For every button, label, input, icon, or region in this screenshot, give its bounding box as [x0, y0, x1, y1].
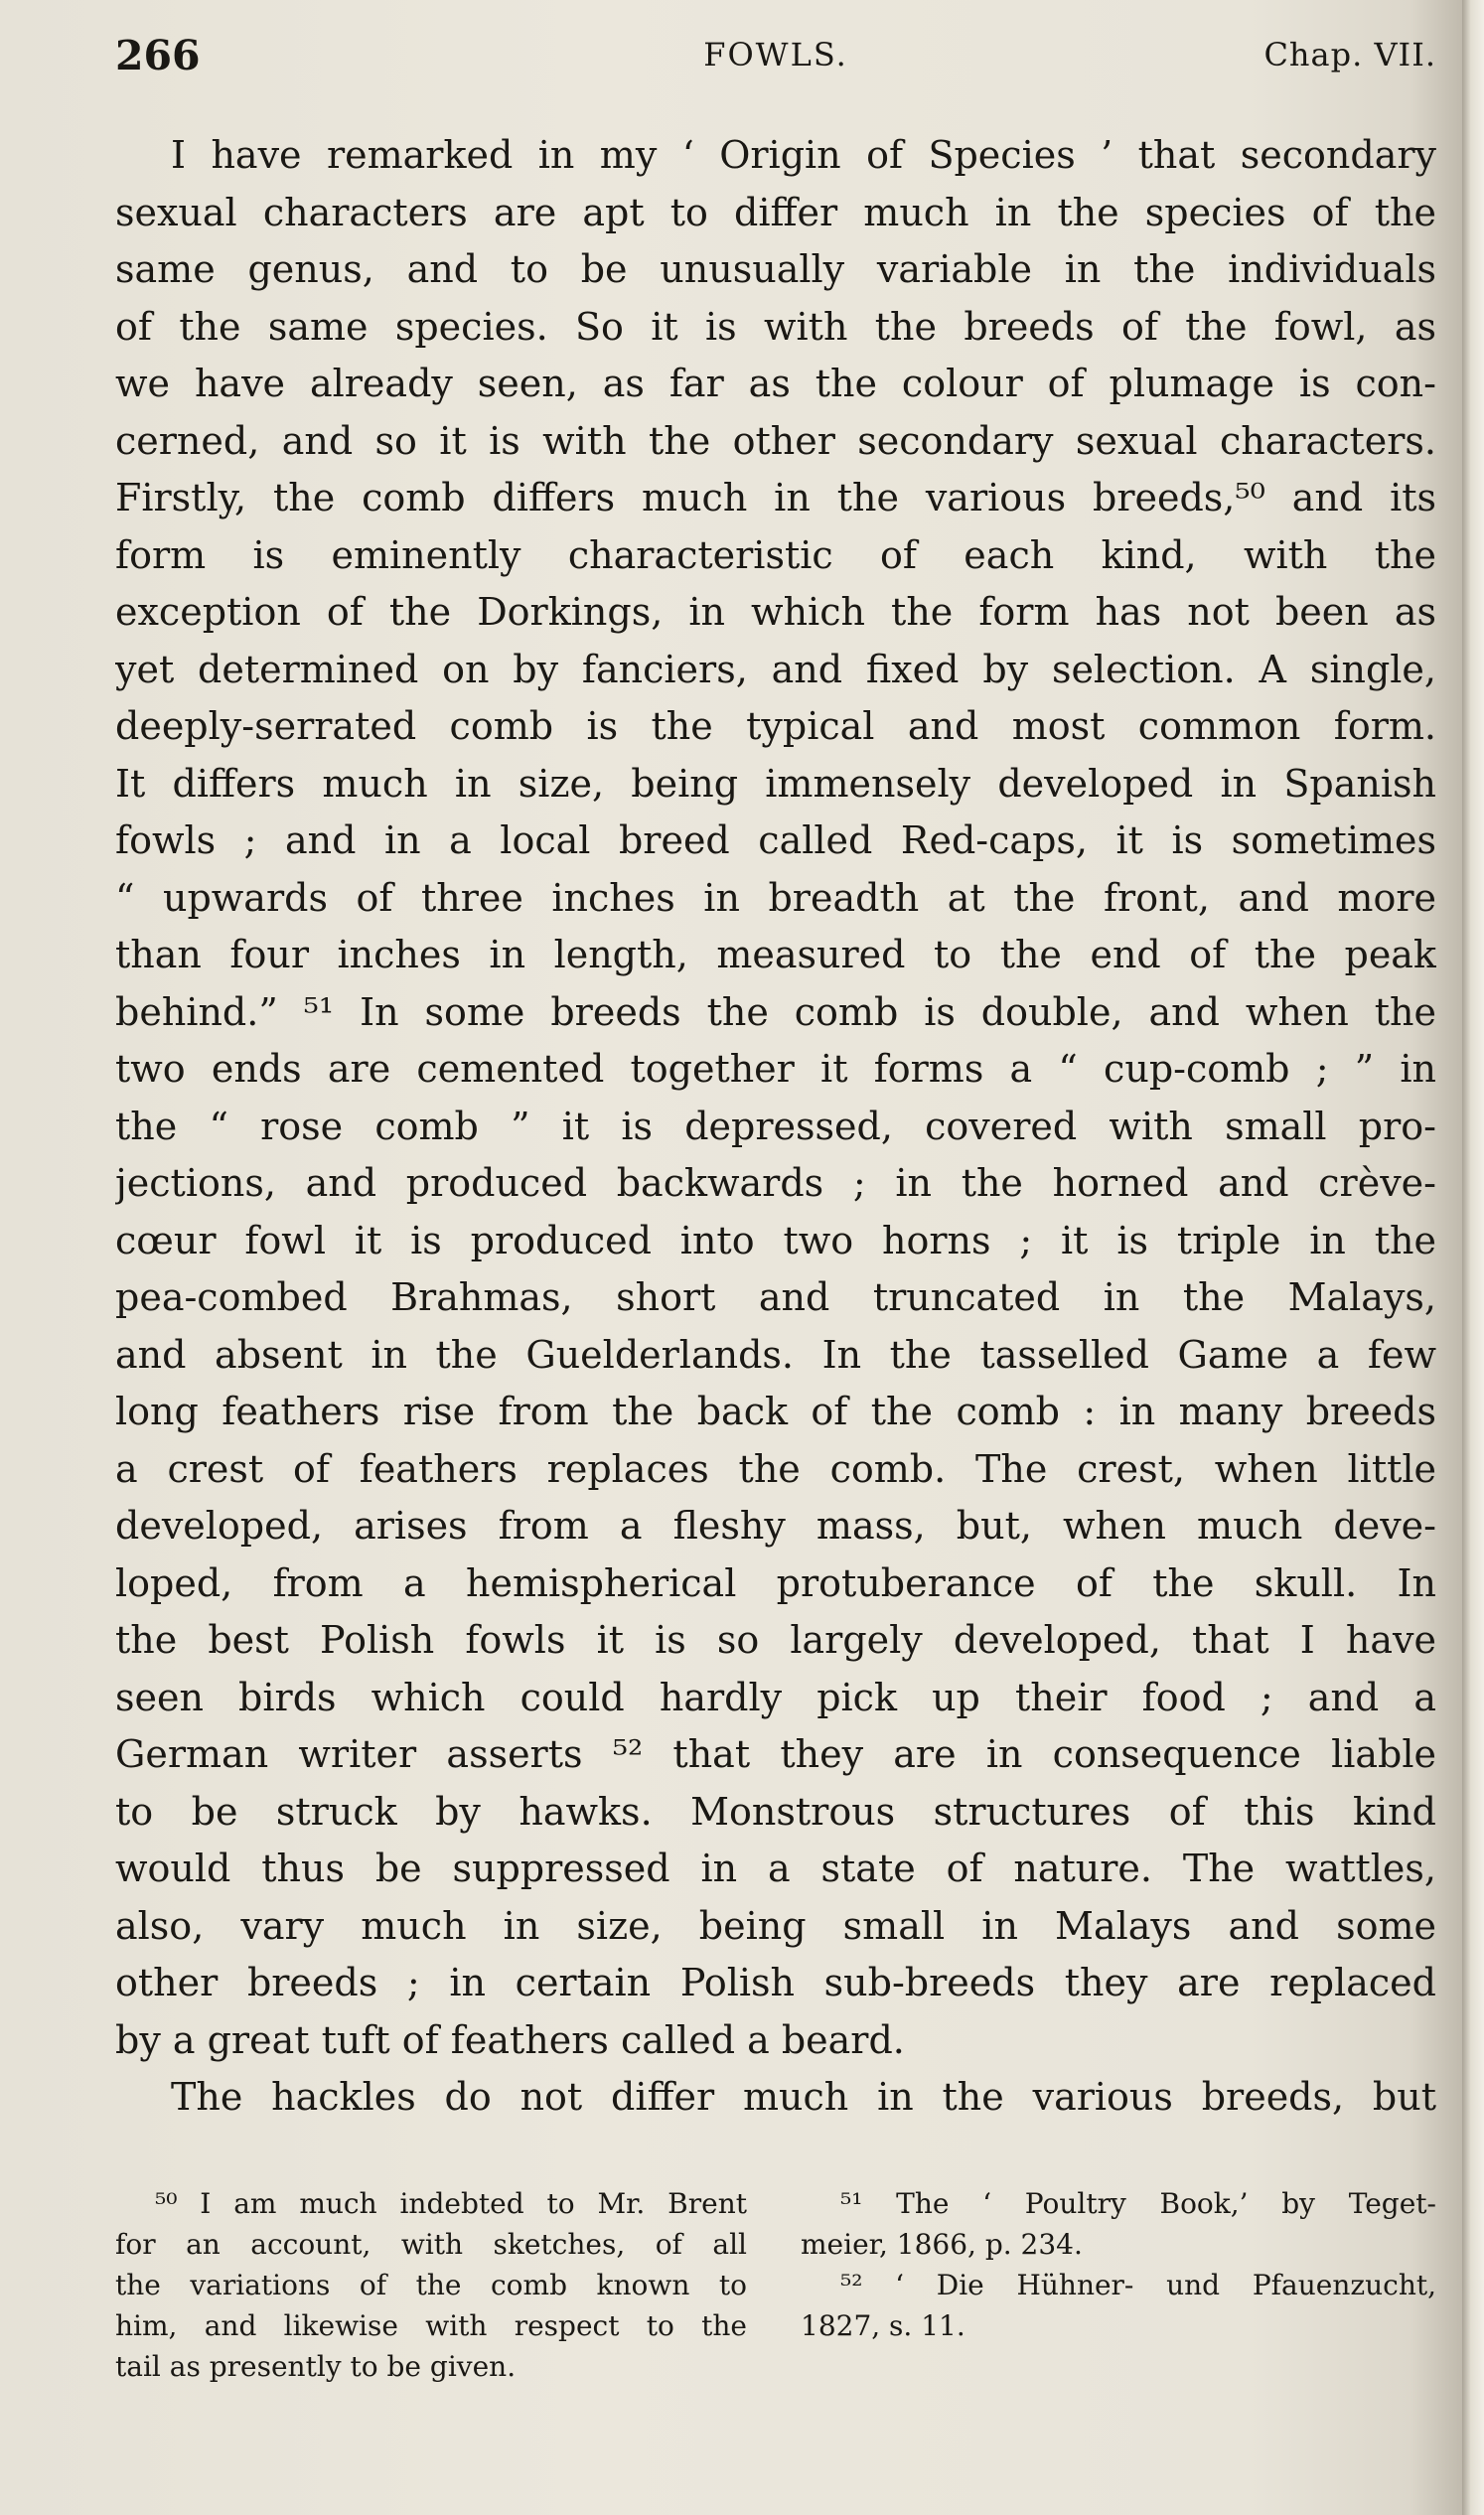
footnote-line: meier, 1866, p. 234.: [801, 2228, 1083, 2261]
footnote-column-right: [801, 2183, 1436, 2346]
body-line: cœur fowl it is produced into two horns ; it is triple in the: [115, 1218, 1436, 1262]
page-edge: [1462, 0, 1484, 2515]
body-line: jections, and produced backwards ; in the horned and crève-: [115, 1161, 1436, 1205]
body-line: loped, from a hemispherical protuberance of the skull. In: [115, 1560, 1436, 1605]
footnote-line: ⁵² ‘ Die Hühner- und Pfauenzucht,: [840, 2269, 1436, 2301]
body-line: yet determined on by fanciers, and fixed by selection. A single,: [115, 647, 1436, 691]
footnote-line: the variations of the comb known to: [115, 2269, 747, 2301]
page-header: [115, 32, 1436, 91]
body-line: also, vary much in size, being small in Malays and some: [115, 1903, 1436, 1948]
footnote-line: for an account, with sketches, of all: [115, 2228, 747, 2261]
footnotes: [115, 2183, 1436, 2392]
body-line: exception of the Dorkings, in which the form has not been as: [115, 590, 1436, 634]
body-line: the “ rose comb ” it is depressed, covered with small pro-: [115, 1104, 1436, 1148]
footnote-line: tail as presently to be given.: [115, 2350, 517, 2383]
body-line: long feathers rise from the back of the comb : in many breeds: [115, 1390, 1436, 1433]
footnote-line: ⁵⁰ I am much indebted to Mr. Brent: [155, 2187, 747, 2220]
running-title: FOWLS.: [703, 36, 848, 74]
footnote-column-left: [115, 2183, 747, 2387]
body-line: deeply-serrated comb is the typical and most common form.: [115, 704, 1436, 748]
body-line: German writer asserts ⁵² that they are in consequence liable: [115, 1732, 1436, 1776]
body-text: [115, 127, 1436, 2127]
body-line: other breeds ; in certain Polish sub-breeds they are replaced: [115, 1961, 1436, 2004]
body-line: form is eminently characteristic of each kind, with the: [115, 532, 1436, 577]
chapter-label: Chap. VII.: [1263, 36, 1436, 74]
body-line: seen birds which could hardly pick up their food ; and a: [115, 1675, 1436, 1719]
body-line: would thus be suppressed in a state of nature. The wattles,: [115, 1847, 1436, 1890]
body-line: I have remarked in my ‘ Origin of Species ’ that secondary: [171, 133, 1436, 177]
body-line: cerned, and so it is with the other secondary sexual characters.: [115, 418, 1436, 463]
body-line: the best Polish fowls it is so largely developed, that I have: [115, 1618, 1436, 1662]
footnote-line: him, and likewise with respect to the: [115, 2309, 747, 2342]
body-line: and absent in the Guelderlands. In the tasselled Game a few: [115, 1332, 1436, 1377]
footnote-line: ⁵¹ The ‘ Poultry Book,’ by Teget-: [840, 2187, 1436, 2220]
body-line: pea-combed Brahmas, short and truncated in the Malays,: [115, 1275, 1436, 1319]
body-line: a crest of feathers replaces the comb. The crest, when little: [115, 1446, 1436, 1491]
body-line: developed, arises from a fleshy mass, but, when much deve-: [115, 1504, 1436, 1548]
body-line: The hackles do not differ much in the various breeds, but: [171, 2075, 1436, 2119]
page-number: 266: [115, 32, 201, 79]
body-line: of the same species. So it is with the breeds of the fowl, as: [115, 304, 1436, 349]
body-line: than four inches in length, measured to the end of the peak: [115, 933, 1436, 976]
body-line: by a great tuft of feathers called a beard.: [115, 2017, 905, 2062]
body-line: fowls ; and in a local breed called Red-caps, it is sometimes: [115, 818, 1436, 862]
body-line: behind.” ⁵¹ In some breeds the comb is double, and when the: [115, 989, 1436, 1034]
body-line: Firstly, the comb differs much in the various breeds,⁵⁰ and its: [115, 476, 1436, 519]
footnote-line: 1827, s. 11.: [801, 2309, 965, 2342]
body-line: “ upwards of three inches in breadth at the front, and more: [115, 875, 1436, 920]
body-line: It differs much in size, being immensely developed in Spanish: [115, 761, 1436, 806]
body-line: two ends are cemented together it forms a “ cup-comb ; ” in: [115, 1047, 1436, 1091]
body-line: we have already seen, as far as the colour of plumage is con-: [115, 362, 1436, 405]
body-line: sexual characters are apt to differ much in the species of the: [115, 190, 1436, 234]
body-line: to be struck by hawks. Monstrous structures of this kind: [115, 1789, 1436, 1834]
body-line: same genus, and to be unusually variable in the individuals: [115, 247, 1436, 291]
